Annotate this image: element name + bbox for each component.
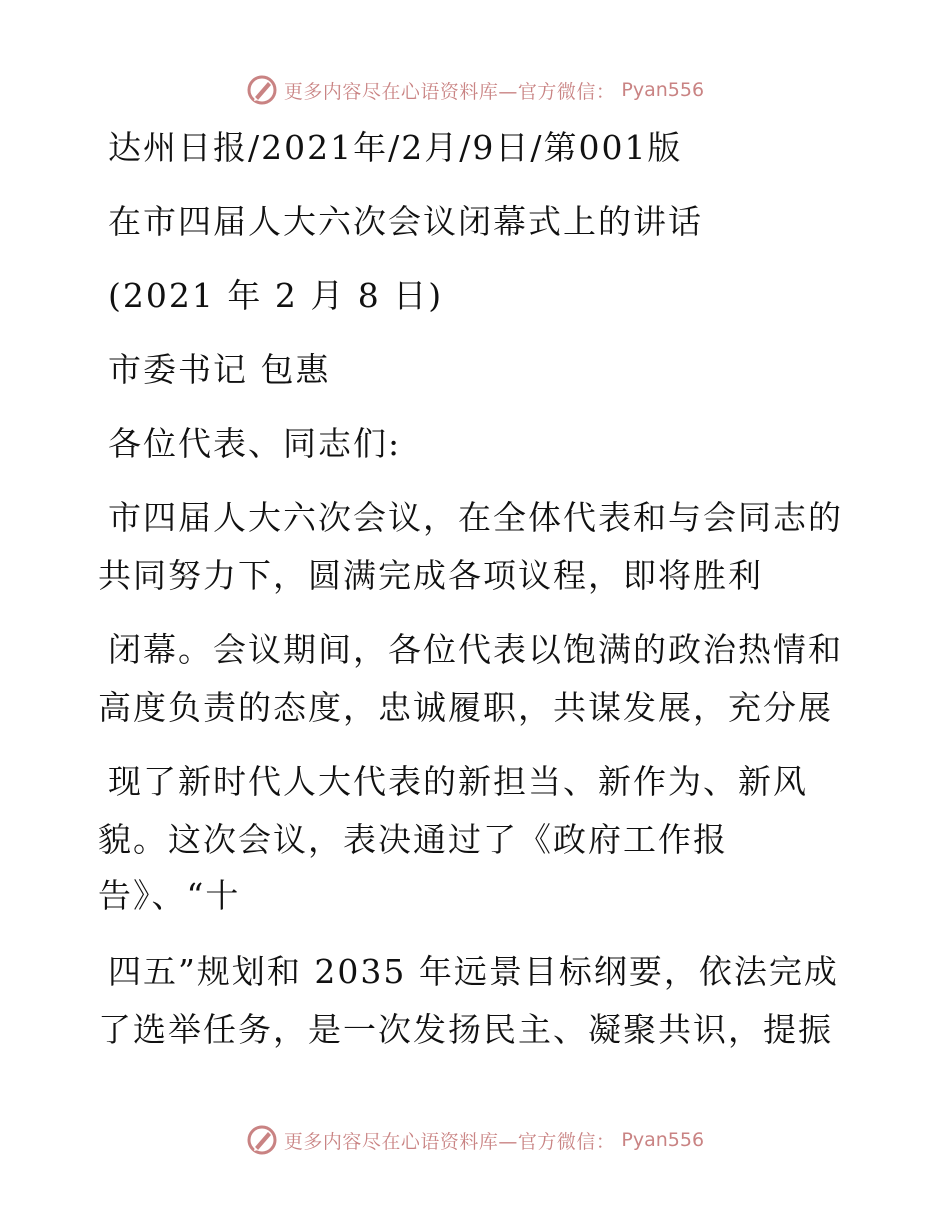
watermark-brand: Pyan556: [621, 79, 705, 101]
masthead-line: 达州日报/2021年/2月/9日/第001版: [108, 128, 683, 167]
article-title: 在市四届人大六次会议闭幕式上的讲话: [108, 202, 703, 241]
paragraph-line: 闭幕。会议期间，各位代表以饱满的政治热情和: [108, 630, 843, 669]
paragraph-line: 告》、“十: [98, 876, 241, 915]
watermark-brand: Pyan556: [621, 1129, 705, 1151]
watermark-bottom: [0, 1120, 950, 1160]
watermark-text: 更多内容尽在心语资料库—官方微信：: [283, 1130, 616, 1153]
paragraph-line: 貌。这次会议，表决通过了《政府工作报: [98, 820, 728, 859]
speaker-line: 市委书记 包惠: [108, 350, 331, 389]
paragraph-line: 现了新时代人大代表的新担当、新作为、新风: [108, 762, 808, 801]
pen-circle-logo-icon: [246, 1124, 278, 1156]
paragraph-line: 高度负责的态度，忠诚履职，共谋发展，充分展: [98, 688, 833, 727]
paragraph-line: 四五”规划和 2035 年远景目标纲要，依法完成: [108, 952, 839, 991]
paragraph-line: 了选举任务，是一次发扬民主、凝聚共识，提振: [98, 1010, 833, 1049]
salutation-line: 各位代表、同志们:: [108, 424, 402, 463]
pen-circle-logo-icon: [246, 74, 278, 106]
paragraph-line: 市四届人大六次会议，在全体代表和与会同志的: [108, 498, 843, 537]
speech-date: (2021 年 2 月 8 日): [108, 276, 444, 315]
watermark-text: 更多内容尽在心语资料库—官方微信：: [283, 80, 616, 103]
watermark-top: [0, 70, 950, 110]
paragraph-line: 共同努力下，圆满完成各项议程，即将胜利: [98, 556, 763, 595]
